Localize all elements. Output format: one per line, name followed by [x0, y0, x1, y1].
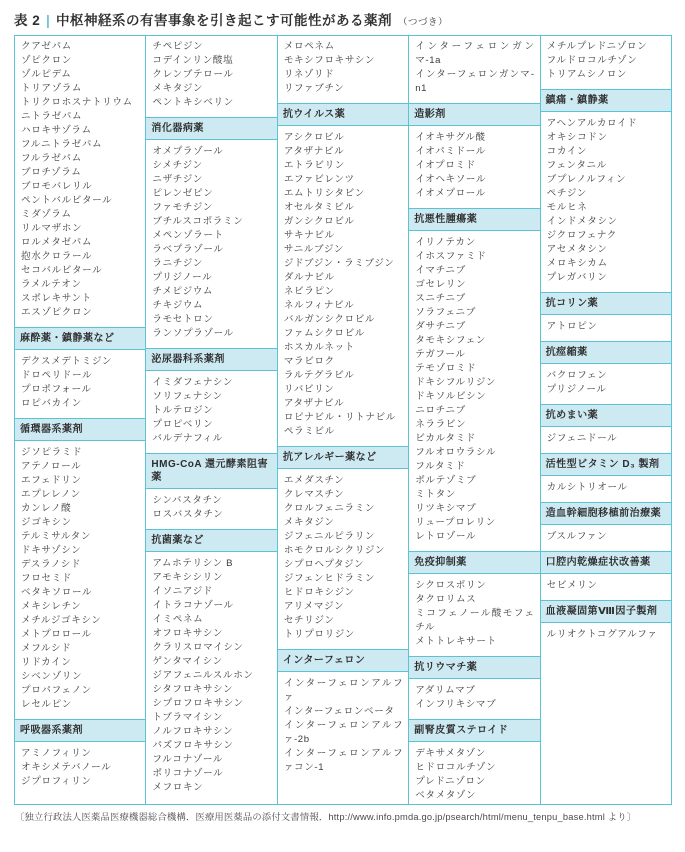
drug-item: デキサメタゾン [415, 748, 486, 759]
category-header: 抗コリン薬 [541, 292, 671, 315]
drug-item: ルリオクトコグアルファ [546, 629, 658, 640]
drug-item: ミコフェノール酸モフェチル [415, 608, 535, 633]
drug-item: エメダスチン [283, 475, 345, 486]
drug-item: メフルシド [21, 643, 72, 654]
drug-item: プレドニゾロン [415, 776, 486, 787]
drug-list [541, 623, 671, 649]
drug-item: ゾピクロン [21, 55, 72, 66]
drug-item: ネルフィナビル [283, 300, 355, 311]
drug-item: ラメルテオン [21, 279, 82, 290]
drug-item: トルテロジン [152, 405, 214, 416]
drug-item: ラベプラゾール [152, 244, 224, 255]
drug-item: オメプラゾール [152, 146, 224, 157]
drug-item: メロペネム [283, 41, 335, 52]
category-header: 活性型ビタミン D₃ 製剤 [541, 453, 671, 476]
drug-item: セチリジン [283, 615, 335, 626]
table-number: 表 2 [14, 13, 41, 28]
drug-item: ミトタン [415, 489, 456, 500]
drug-item: ヒドロキシジン [283, 587, 355, 598]
drug-item: ブロモバレリル [21, 181, 93, 192]
drug-item: ピレンゼピン [152, 188, 214, 199]
drug-item: インドメタシン [546, 216, 618, 227]
drug-item: チペピジン [152, 41, 204, 52]
drug-list [146, 36, 276, 117]
drug-item: ファムシクロビル [283, 328, 365, 339]
drug-item: オキシメテバノール [21, 762, 112, 773]
drug-item: メチルプレドニゾロン [546, 41, 648, 52]
drug-item: ビカルタミド [415, 433, 476, 444]
drug-item: トリアムシノロン [546, 69, 628, 80]
drug-item: リドカイン [21, 657, 72, 668]
category-header: HMG-CoA 還元酵素阻害薬 [146, 453, 276, 489]
drug-item: ラモセトロン [152, 314, 214, 325]
drug-item: ロルメタゼパム [21, 237, 93, 248]
drug-item: イオキサグル酸 [415, 132, 486, 143]
drug-item: サニルブジン [283, 244, 344, 255]
drug-item: モルヒネ [546, 202, 588, 213]
drug-item: ニトラゼパム [21, 111, 83, 122]
drug-table [14, 35, 672, 805]
drug-item: クラリスロマイシン [152, 642, 244, 653]
drug-item: トリクロホスナトリウム [21, 97, 133, 108]
drug-list [409, 742, 539, 804]
drug-item: メトプロロール [21, 629, 92, 640]
drug-item: マラビロク [283, 356, 335, 367]
drug-item: コカイン [546, 146, 588, 157]
drug-item: リュープロレリン [415, 517, 497, 528]
drug-list [409, 231, 539, 551]
drug-item: アリメマジン [283, 601, 345, 612]
drug-item: シタフロキサシン [152, 684, 234, 695]
drug-item: ベタキソロール [21, 587, 93, 598]
drug-item: イリノテカン [415, 237, 476, 248]
drug-item: シメチジン [152, 160, 203, 171]
drug-list [541, 364, 671, 404]
drug-item: イソニアジド [152, 586, 213, 597]
drug-column-5 [541, 36, 671, 804]
drug-item: ジフェニルピラリン [283, 531, 376, 542]
drug-item: モキシフロキサシン [283, 55, 376, 66]
drug-item: ロピナビル・リトナビル [283, 412, 396, 423]
drug-item: メペンゾラート [152, 230, 224, 241]
drug-list [146, 371, 276, 453]
drug-item: トリプロリジン [283, 629, 355, 640]
category-header: 消化器病薬 [146, 117, 276, 140]
drug-item: ロピバカイン [21, 398, 82, 409]
drug-item: ドキシフルリジン [415, 377, 497, 388]
drug-item: クアゼパム [21, 41, 72, 52]
drug-list [541, 315, 671, 341]
drug-item: ガンシクロビル [283, 216, 355, 227]
drug-list [409, 126, 539, 208]
drug-item: ラニチジン [152, 258, 203, 269]
category-header: 抗痙縮薬 [541, 341, 671, 364]
drug-item: シプロフロキサシン [152, 698, 244, 709]
drug-list [541, 427, 671, 453]
drug-item: バルデナフィル [152, 433, 223, 444]
drug-item: フェンタニル [546, 160, 607, 171]
drug-column-4 [409, 36, 540, 804]
category-header: 造影剤 [409, 103, 539, 126]
drug-item: メトトレキサート [415, 636, 497, 647]
drug-item: フルドロコルチゾン [546, 55, 638, 66]
drug-item: アテノロール [21, 461, 82, 472]
drug-item: プレガバリン [546, 272, 608, 283]
category-header: 免疫抑制薬 [409, 551, 539, 574]
drug-item: トリアゾラム [21, 83, 83, 94]
drug-item: セコバルビタール [21, 265, 103, 276]
drug-item: リネゾリド [283, 69, 335, 80]
category-header: 抗ウイルス薬 [278, 103, 408, 126]
drug-item: アタザナビル [283, 398, 345, 409]
drug-item: ペチジン [546, 188, 587, 199]
drug-list [541, 36, 671, 89]
drug-item: ペントバルビタール [21, 195, 113, 206]
drug-item: デクスメデトミジン [21, 356, 113, 367]
drug-item: ラルテグラビル [283, 370, 355, 381]
drug-item: テガフール [415, 349, 466, 360]
drug-item: オフロキサシン [152, 628, 224, 639]
drug-item: 抱水クロラール [21, 251, 93, 262]
category-header: 口腔内乾燥症状改善薬 [541, 551, 671, 574]
drug-item: アムホテリシン B [152, 558, 234, 569]
drug-list [541, 525, 671, 551]
drug-item: ベタメタゾン [415, 790, 477, 801]
drug-item: ニザチジン [152, 174, 203, 185]
category-header: 抗めまい薬 [541, 404, 671, 427]
category-header: 副腎皮質ステロイド [409, 719, 539, 742]
drug-item: ホスカルネット [283, 342, 355, 353]
drug-item: インターフェロンアルファ [283, 678, 404, 703]
drug-item: アモキシシリン [152, 572, 224, 583]
drug-list [409, 679, 539, 719]
drug-item: ブプレノルフィン [546, 174, 627, 185]
drug-item: リファブチン [283, 83, 345, 94]
drug-item: ニロチニブ [415, 405, 466, 416]
drug-item: メフロキン [152, 782, 204, 793]
drug-item: ジソピラミド [21, 447, 83, 458]
drug-item: アヘンアルカロイド [546, 118, 638, 129]
drug-item: パズフロキサシン [152, 740, 234, 751]
drug-item: プロパフェノン [21, 685, 92, 696]
drug-column-2 [146, 36, 277, 804]
drug-item: オセルタミビル [283, 202, 355, 213]
drug-item: シクロスポリン [415, 580, 487, 591]
drug-list [15, 350, 145, 418]
drug-list [15, 36, 145, 327]
category-header: 泌尿器科系薬剤 [146, 348, 276, 371]
drug-item: シプロヘプタジン [283, 559, 365, 570]
drug-list [409, 574, 539, 656]
drug-item: ホモクロルシクリジン [283, 545, 386, 556]
table-title-continued-label: （つづき） [398, 17, 449, 28]
drug-item: プリジノール [152, 272, 213, 283]
drug-item: ジフェニドール [546, 433, 618, 444]
drug-item: ハロキサゾラム [21, 125, 92, 136]
drug-item: ゲンタマイシン [152, 656, 223, 667]
drug-item: チメピジウム [152, 286, 214, 297]
drug-item: クレンブテロール [152, 69, 234, 80]
drug-item: エトラビリン [283, 160, 345, 171]
drug-item: ボリコナゾール [152, 768, 224, 779]
drug-item: ボルテゾミブ [415, 475, 477, 486]
drug-item: セビメリン [546, 580, 598, 591]
drug-list [146, 140, 276, 348]
drug-item: ドキサゾシン [21, 545, 82, 556]
drug-item: メキタジン [283, 517, 335, 528]
drug-item: インフリキシマブ [415, 699, 497, 710]
drug-item: イミペネム [152, 614, 204, 625]
drug-item: ソリフェナシン [152, 391, 223, 402]
drug-item: ゾルピデム [21, 69, 72, 80]
drug-item: メキシレチン [21, 601, 82, 612]
drug-item: バルガンシクロビル [283, 314, 376, 325]
drug-item: タモキシフェン [415, 335, 486, 346]
drug-item: カンレノ酸 [21, 503, 72, 514]
drug-item: ブチルスコポラミン [152, 216, 244, 227]
drug-item: コデインリン酸塩 [152, 55, 234, 66]
drug-item: イトラコナゾール [152, 600, 234, 611]
drug-item: ペラミビル [283, 426, 335, 437]
drug-item: メキタジン [152, 83, 204, 94]
drug-item: イマチニブ [415, 265, 466, 276]
drug-item: イミダフェナシン [152, 377, 234, 388]
drug-item: インターフェロンアルファ-2b [283, 720, 404, 745]
category-header: 血液凝固第Ⅷ因子製剤 [541, 600, 671, 623]
drug-item: ヒドロコルチゾン [415, 762, 497, 773]
drug-item: カルシトリオール [546, 482, 628, 493]
drug-item: クレマスチン [283, 489, 345, 500]
drug-item: ネララビン [415, 419, 467, 430]
drug-item: オキシコドン [546, 132, 608, 143]
drug-item: アダリムマブ [415, 685, 476, 696]
drug-item: アトロピン [546, 321, 598, 332]
drug-item: インターフェロンベータ [283, 706, 395, 717]
drug-item: スボレキサント [21, 293, 92, 304]
drug-item: エフェドリン [21, 475, 82, 486]
drug-item: エスゾピクロン [21, 307, 93, 318]
drug-item: テモゾロミド [415, 363, 477, 374]
drug-item: ソラフェニブ [415, 307, 476, 318]
drug-item: シンバスタチン [152, 495, 223, 506]
category-header: 麻酔薬・鎮静薬など [15, 327, 145, 350]
source-footnote: 〔独立行政法人医薬品医療機器総合機構．医療用医薬品の添付文書情報．http://www.info.pmda.go.jp/psearch/html/menu_tenpu_base.html より〕 [15, 812, 637, 822]
drug-column-3 [278, 36, 409, 804]
drug-item: ドロペリドール [21, 370, 93, 381]
drug-item: ノルフロキサシン [152, 726, 234, 737]
drug-item: フルコナゾール [152, 754, 224, 765]
drug-list [541, 112, 671, 292]
table-title [14, 9, 672, 29]
drug-item: ダルナビル [283, 272, 335, 283]
drug-item: フルラゼパム [21, 153, 82, 164]
drug-item: インターフェロンアルファコン-1 [283, 748, 404, 773]
drug-item: サキナビル [283, 230, 335, 241]
drug-item: ゴセレリン [415, 279, 467, 290]
drug-item: ジプロフィリン [21, 776, 92, 787]
drug-item: イオヘキソール [415, 174, 487, 185]
drug-item: シベンゾリン [21, 671, 83, 682]
drug-list [409, 36, 539, 103]
drug-list [278, 672, 408, 782]
drug-item: ダサチニブ [415, 321, 466, 332]
drug-item: フロセミド [21, 573, 72, 584]
category-header: 呼吸器系薬剤 [15, 719, 145, 742]
drug-item: ファモチジン [152, 202, 213, 213]
drug-item: ミダゾラム [21, 209, 72, 220]
drug-item: バクロフェン [546, 370, 608, 381]
drug-list [278, 126, 408, 446]
drug-item: アセメタシン [546, 244, 608, 255]
drug-item: エプレレノン [21, 489, 81, 500]
drug-item: イホスファミド [415, 251, 487, 262]
category-header: 循環器系薬剤 [15, 418, 145, 441]
drug-item: アタザナビル [283, 146, 345, 157]
drug-list [15, 441, 145, 719]
drug-item: リルマザホン [21, 223, 83, 234]
drug-item: ランソプラゾール [152, 328, 234, 339]
drug-list [146, 489, 276, 529]
drug-item: ジアフェニルスルホン [152, 670, 254, 681]
table-title-text: 中枢神経系の有害事象を引き起こす可能性がある薬剤 [56, 13, 393, 28]
drug-list [278, 469, 408, 649]
drug-item: エムトリシタビン [283, 188, 365, 199]
drug-item: デスラノシド [21, 559, 82, 570]
drug-item: メロキシカム [546, 258, 608, 269]
drug-item: メチルジゴキシン [21, 615, 102, 626]
drug-item: プロポフォール [21, 384, 92, 395]
drug-item: インターフェロンガンマ-n1 [415, 69, 535, 94]
drug-item: フルニトラゼパム [21, 139, 103, 150]
category-header: 抗菌薬など [146, 529, 276, 552]
category-header: 鎮痛・鎮静薬 [541, 89, 671, 112]
category-header: 抗リウマチ薬 [409, 656, 539, 679]
drug-item: ロスバスタチン [152, 509, 224, 520]
drug-item: トブラマイシン [152, 712, 224, 723]
drug-item: イオプロミド [415, 160, 476, 171]
drug-item: ジクロフェナク [546, 230, 617, 241]
drug-item: チキジウム [152, 300, 204, 311]
title-separator-bar: | [46, 13, 50, 28]
drug-item: テルミサルタン [21, 531, 92, 542]
drug-item: レトロゾール [415, 531, 477, 542]
drug-list [15, 742, 145, 796]
drug-item: イオメプロール [415, 188, 486, 199]
drug-list [541, 476, 671, 502]
drug-item: フルオロウラシル [415, 447, 497, 458]
drug-item: アシクロビル [283, 132, 345, 143]
drug-item: タクロリムス [415, 594, 477, 605]
drug-list [541, 574, 671, 600]
drug-item: ネビラピン [283, 286, 335, 297]
drug-item: プリジノール [546, 384, 607, 395]
drug-item: ジフェンヒドラミン [283, 573, 376, 584]
drug-item: ジドブジン・ラミブジン [283, 258, 395, 269]
category-header: インターフェロン [278, 649, 408, 672]
category-header: 抗悪性腫瘍薬 [409, 208, 539, 231]
drug-item: フルタミド [415, 461, 466, 472]
drug-item: ブスルファン [546, 531, 608, 542]
drug-item: リツキシマブ [415, 503, 477, 514]
drug-item: ドキソルビシン [415, 391, 487, 402]
drug-item: アミノフィリン [21, 748, 92, 759]
drug-item: レセルピン [21, 699, 72, 710]
drug-list [146, 552, 276, 802]
drug-item: プロピベリン [152, 419, 214, 430]
drug-list [278, 36, 408, 103]
drug-item: インターフェロンガンマ-1a [415, 41, 535, 66]
drug-item: イオパミドール [415, 146, 486, 157]
drug-item: ブロチゾラム [21, 167, 82, 178]
drug-column-1 [15, 36, 146, 804]
drug-item: ジゴキシン [21, 517, 72, 528]
drug-item: リバビリン [283, 384, 335, 395]
category-header: 抗アレルギー薬など [278, 446, 408, 469]
drug-item: エファビレンツ [283, 174, 355, 185]
drug-item: クロルフェニラミン [283, 503, 376, 514]
category-header: 造血幹細胞移植前治療薬 [541, 502, 671, 525]
drug-item: スニチニブ [415, 293, 466, 304]
drug-item: ペントキシベリン [152, 97, 234, 108]
